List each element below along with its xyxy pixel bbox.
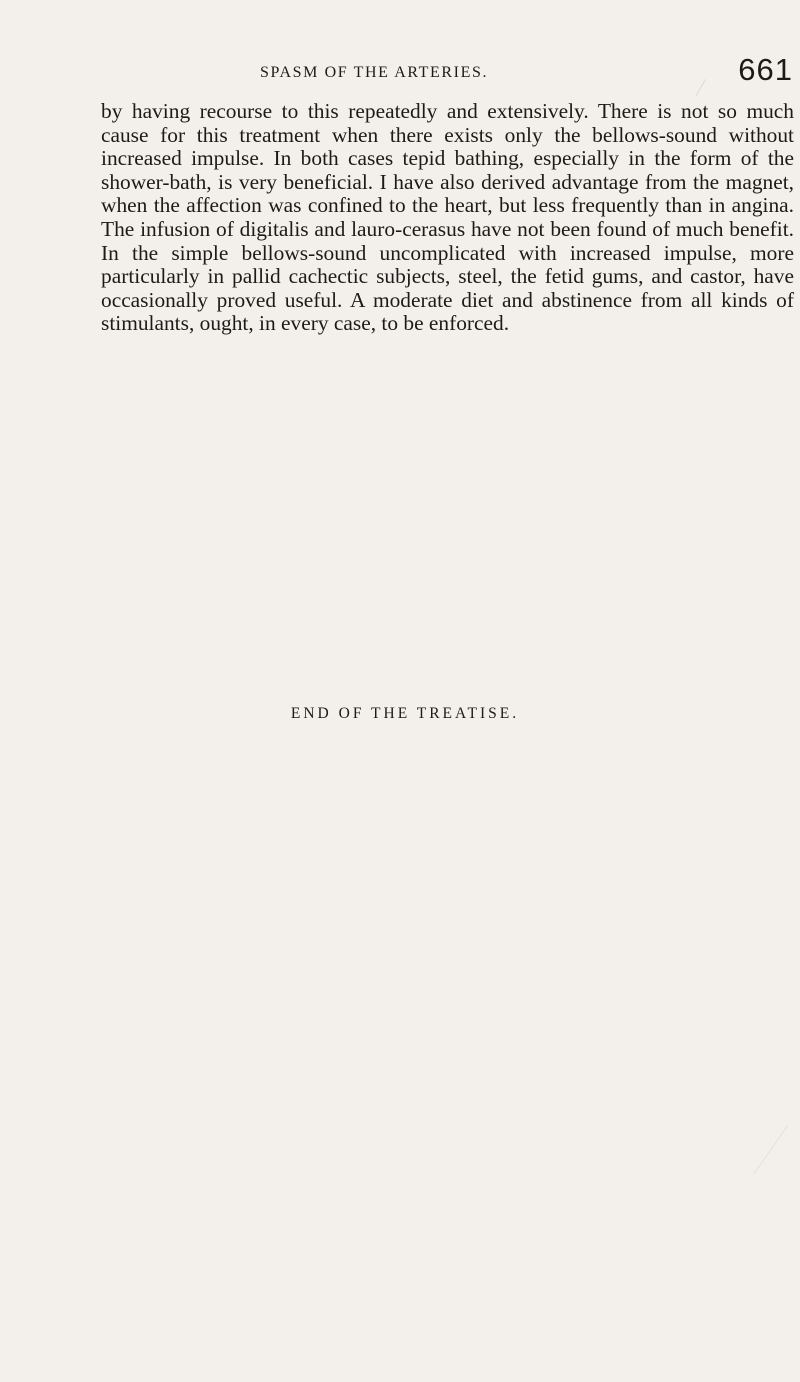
body-paragraph: by having recourse to this repeatedly and extensively. There is not so much cause for this treatment when there exists only the bellows-sound without increased impulse. In both cases tepid bathing, especially in the form of the shower-bath, is very beneficial. I have also derived advantage from the magnet, when the affection was confined to the heart, but less frequently than in angina. The infusion of digitalis and lauro-cerasus have not been found of much benefit. In the simple bellows-sound uncomplicated with increased impulse, more particularly in pallid cachectic subjects, steel, the fetid gums, and castor, have occasionally proved useful. A moderate diet and abstinence from all kinds of stimulants, ought, in every case, to be enforced. bbox=[101, 99, 794, 336]
scan-artifact bbox=[753, 1125, 788, 1175]
end-of-treatise-mark: END OF THE TREATISE. bbox=[290, 705, 520, 722]
page-number: 661 bbox=[738, 52, 793, 87]
running-title: SPASM OF THE ARTERIES. bbox=[260, 64, 489, 81]
running-head bbox=[100, 52, 795, 90]
